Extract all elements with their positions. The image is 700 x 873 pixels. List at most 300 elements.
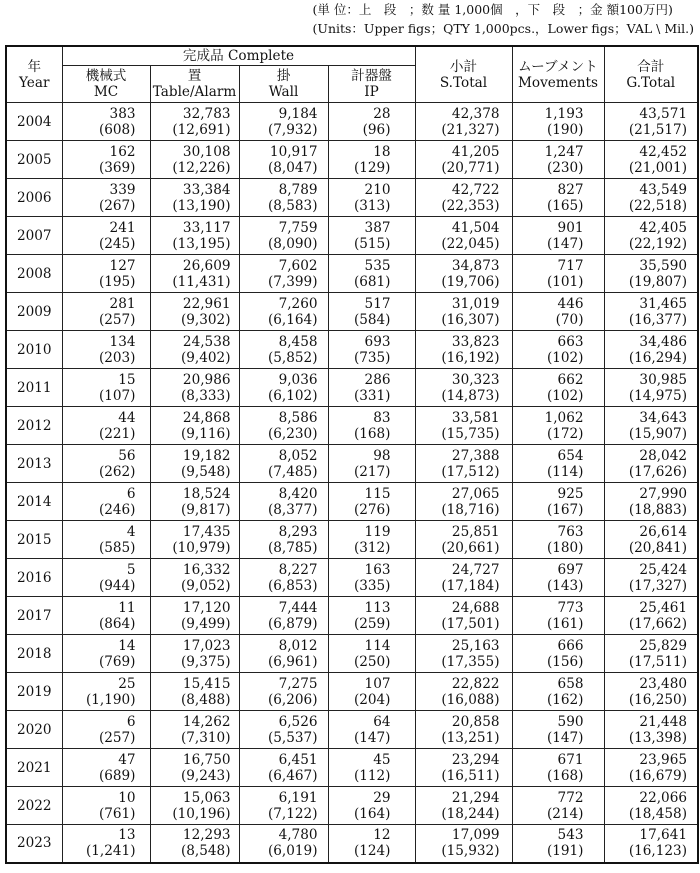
value-amount: (608): [98, 121, 136, 138]
value-quantity: 31,465: [639, 295, 687, 312]
table-row: [6, 179, 698, 217]
value-quantity: 33,823: [451, 333, 500, 350]
cell-mechanical: [62, 445, 150, 483]
value-quantity: 30,985: [639, 371, 687, 388]
value-quantity: 28,042: [639, 447, 687, 464]
value-amount: (143): [546, 577, 584, 594]
value-amount: (191): [546, 843, 584, 860]
cell-year: 2018: [6, 635, 62, 673]
value-amount: (19,706): [441, 273, 500, 290]
cell-wall: [239, 445, 328, 483]
value-quantity: 5: [126, 561, 136, 578]
cell-movements: [512, 483, 604, 521]
cell-grand-total: [604, 825, 698, 863]
cell-instrument-panel: [328, 445, 415, 483]
table-row: [6, 521, 698, 559]
cell-movements: [512, 787, 604, 825]
value-amount: (8,047): [267, 159, 318, 176]
cell-instrument-panel: [328, 103, 415, 141]
table-row: [6, 141, 698, 179]
cell-wall: [239, 407, 328, 445]
value-amount: (221): [98, 425, 136, 442]
value-amount: (335): [353, 577, 391, 594]
value-quantity: 25,424: [639, 561, 687, 578]
value-amount: (9,052): [180, 577, 231, 594]
cell-instrument-panel: [328, 597, 415, 635]
value-quantity: 14: [118, 637, 136, 654]
value-quantity: 535: [364, 257, 391, 274]
cell-wall: [239, 635, 328, 673]
value-quantity: 6,526: [278, 713, 318, 730]
value-amount: (1,241): [85, 843, 136, 860]
value-quantity: 517: [364, 295, 391, 312]
value-quantity: 17,435: [182, 523, 231, 540]
value-amount: (6,879): [267, 615, 318, 632]
value-quantity: 773: [557, 599, 584, 616]
units-note-en: (Units：Upper figs；QTY 1,000pcs.，Lower figs；VAL \ Mil.): [312, 21, 694, 36]
header-table-alarm: 置 Table/Alarm: [150, 66, 239, 103]
value-quantity: 107: [364, 675, 391, 692]
value-quantity: 18: [373, 143, 391, 160]
value-amount: (313): [353, 197, 391, 214]
cell-year: 2016: [6, 559, 62, 597]
value-amount: (6,102): [267, 387, 318, 404]
value-quantity: 25,461: [639, 599, 687, 616]
value-amount: (114): [546, 463, 584, 480]
value-amount: (168): [546, 767, 584, 784]
value-amount: (129): [353, 159, 391, 176]
value-quantity: 23,965: [639, 751, 687, 768]
value-amount: (9,243): [180, 767, 231, 784]
cell-grand-total: [604, 407, 698, 445]
value-quantity: 21,448: [639, 713, 687, 730]
value-quantity: 30,108: [182, 143, 231, 160]
value-amount: (16,192): [441, 349, 500, 366]
value-quantity: 241: [109, 219, 136, 236]
cell-year: 2004: [6, 103, 62, 141]
value-quantity: 17,120: [182, 599, 231, 616]
value-quantity: 41,205: [451, 143, 500, 160]
value-amount: (102): [546, 387, 584, 404]
value-amount: (7,932): [267, 121, 318, 138]
cell-movements: [512, 597, 604, 635]
cell-grand-total: [604, 673, 698, 711]
cell-mechanical: [62, 787, 150, 825]
cell-mechanical: [62, 369, 150, 407]
value-amount: (761): [98, 805, 136, 822]
value-amount: (22,045): [441, 235, 500, 252]
cell-instrument-panel: [328, 293, 415, 331]
cell-grand-total: [604, 179, 698, 217]
value-quantity: 33,384: [182, 181, 231, 198]
cell-grand-total: [604, 597, 698, 635]
cell-subtotal: [415, 635, 512, 673]
value-quantity: 42,378: [451, 105, 500, 122]
value-quantity: 162: [109, 143, 136, 160]
value-quantity: 127: [109, 257, 136, 274]
value-quantity: 134: [109, 333, 136, 350]
cell-grand-total: [604, 369, 698, 407]
table-header: [6, 46, 698, 103]
value-amount: (8,488): [180, 691, 231, 708]
cell-grand-total: [604, 293, 698, 331]
header-grand-total: 合計 G.Total: [604, 46, 698, 103]
cell-movements: [512, 255, 604, 293]
cell-table-alarm: [150, 749, 239, 787]
cell-wall: [239, 179, 328, 217]
value-amount: (267): [98, 197, 136, 214]
value-quantity: 23,480: [639, 675, 687, 692]
value-quantity: 23,294: [451, 751, 500, 768]
cell-instrument-panel: [328, 559, 415, 597]
value-quantity: 12: [373, 827, 391, 844]
cell-subtotal: [415, 825, 512, 863]
value-amount: (17,355): [441, 653, 500, 670]
value-quantity: 662: [557, 371, 584, 388]
value-amount: (689): [98, 767, 136, 784]
value-amount: (7,399): [267, 273, 318, 290]
value-quantity: 925: [557, 485, 584, 502]
value-quantity: 25,163: [451, 637, 500, 654]
cell-grand-total: [604, 255, 698, 293]
cell-movements: [512, 825, 604, 863]
cell-wall: [239, 293, 328, 331]
value-quantity: 30,323: [451, 371, 500, 388]
cell-subtotal: [415, 217, 512, 255]
value-quantity: 41,504: [451, 219, 500, 236]
cell-subtotal: [415, 141, 512, 179]
table-row: [6, 597, 698, 635]
cell-wall: [239, 483, 328, 521]
value-quantity: 163: [364, 561, 391, 578]
value-quantity: 281: [109, 295, 136, 312]
cell-table-alarm: [150, 483, 239, 521]
value-amount: (22,518): [628, 197, 687, 214]
value-amount: (13,190): [172, 197, 231, 214]
cell-mechanical: [62, 179, 150, 217]
cell-movements: [512, 179, 604, 217]
value-quantity: 113: [364, 599, 391, 616]
cell-table-alarm: [150, 141, 239, 179]
cell-year: 2017: [6, 597, 62, 635]
value-quantity: 901: [557, 219, 584, 236]
table-row: [6, 635, 698, 673]
value-amount: (8,333): [180, 387, 231, 404]
value-amount: (147): [546, 235, 584, 252]
value-quantity: 8,012: [278, 637, 318, 654]
cell-table-alarm: [150, 597, 239, 635]
value-amount: (101): [546, 273, 584, 290]
value-quantity: 28: [373, 105, 391, 122]
cell-grand-total: [604, 483, 698, 521]
value-quantity: 1,247: [544, 143, 584, 160]
value-quantity: 47: [118, 751, 136, 768]
value-amount: (16,088): [441, 691, 500, 708]
cell-table-alarm: [150, 711, 239, 749]
value-quantity: 98: [373, 447, 391, 464]
table-row: [6, 825, 698, 863]
value-quantity: 6: [126, 485, 136, 502]
value-quantity: 827: [557, 181, 584, 198]
value-quantity: 7,602: [278, 257, 318, 274]
value-amount: (217): [353, 463, 391, 480]
value-amount: (1,190): [85, 691, 136, 708]
cell-movements: [512, 293, 604, 331]
value-amount: (20,661): [441, 539, 500, 556]
cell-year: 2014: [6, 483, 62, 521]
cell-table-alarm: [150, 787, 239, 825]
value-amount: (8,583): [267, 197, 318, 214]
cell-year: 2020: [6, 711, 62, 749]
cell-subtotal: [415, 559, 512, 597]
clock-statistics-table: [5, 45, 699, 864]
cell-instrument-panel: [328, 255, 415, 293]
value-amount: (7,122): [267, 805, 318, 822]
value-amount: (167): [546, 501, 584, 518]
value-amount: (257): [98, 729, 136, 746]
units-note-ja: (単 位：上 段 ；数 量 1,000個 ，下 段 ；金 額100万円): [312, 2, 673, 17]
value-quantity: 83: [373, 409, 391, 426]
cell-year: 2019: [6, 673, 62, 711]
table-row: [6, 103, 698, 141]
cell-wall: [239, 331, 328, 369]
value-amount: (257): [98, 311, 136, 328]
cell-year: 2015: [6, 521, 62, 559]
value-amount: (124): [353, 843, 391, 860]
cell-grand-total: [604, 787, 698, 825]
value-amount: (5,852): [267, 349, 318, 366]
value-amount: (10,196): [172, 805, 231, 822]
value-quantity: 42,405: [639, 219, 687, 236]
value-quantity: 8,586: [278, 409, 318, 426]
value-quantity: 24,538: [182, 333, 231, 350]
cell-wall: [239, 673, 328, 711]
value-quantity: 34,486: [639, 333, 687, 350]
value-amount: (16,679): [628, 767, 687, 784]
table-body: [6, 103, 698, 863]
value-amount: (369): [98, 159, 136, 176]
value-amount: (6,230): [267, 425, 318, 442]
value-quantity: 44: [118, 409, 136, 426]
value-amount: (515): [353, 235, 391, 252]
value-quantity: 8,458: [278, 333, 318, 350]
cell-instrument-panel: [328, 217, 415, 255]
cell-grand-total: [604, 711, 698, 749]
header-wall: 掛 Wall: [239, 66, 328, 103]
table-row: [6, 217, 698, 255]
value-amount: (12,226): [172, 159, 231, 176]
cell-mechanical: [62, 825, 150, 863]
value-amount: (7,310): [180, 729, 231, 746]
cell-instrument-panel: [328, 483, 415, 521]
value-quantity: 383: [109, 105, 136, 122]
value-amount: (14,975): [628, 387, 687, 404]
value-quantity: 15,063: [182, 789, 231, 806]
value-amount: (18,716): [441, 501, 500, 518]
cell-table-alarm: [150, 825, 239, 863]
value-amount: (259): [353, 615, 391, 632]
cell-mechanical: [62, 217, 150, 255]
cell-instrument-panel: [328, 331, 415, 369]
cell-mechanical: [62, 293, 150, 331]
cell-mechanical: [62, 407, 150, 445]
value-amount: (16,307): [441, 311, 500, 328]
value-amount: (13,251): [441, 729, 500, 746]
value-quantity: 658: [557, 675, 584, 692]
value-amount: (16,377): [628, 311, 687, 328]
cell-year: 2006: [6, 179, 62, 217]
cell-grand-total: [604, 749, 698, 787]
cell-subtotal: [415, 483, 512, 521]
cell-grand-total: [604, 103, 698, 141]
value-quantity: 22,822: [451, 675, 500, 692]
value-amount: (262): [98, 463, 136, 480]
cell-wall: [239, 559, 328, 597]
value-quantity: 671: [557, 751, 584, 768]
cell-wall: [239, 825, 328, 863]
cell-wall: [239, 103, 328, 141]
value-quantity: 27,065: [451, 485, 500, 502]
value-amount: (112): [353, 767, 391, 784]
value-amount: (6,019): [267, 843, 318, 860]
cell-subtotal: [415, 711, 512, 749]
value-amount: (17,501): [441, 615, 500, 632]
cell-year: 2013: [6, 445, 62, 483]
cell-year: 2022: [6, 787, 62, 825]
cell-grand-total: [604, 559, 698, 597]
cell-mechanical: [62, 521, 150, 559]
header-subtotal: 小計 S.Total: [415, 46, 512, 103]
value-quantity: 12,293: [182, 827, 231, 844]
cell-wall: [239, 749, 328, 787]
header-year: 年 Year: [6, 46, 62, 103]
cell-instrument-panel: [328, 673, 415, 711]
cell-mechanical: [62, 483, 150, 521]
value-quantity: 1,193: [544, 105, 584, 122]
value-amount: (8,785): [267, 539, 318, 556]
cell-year: 2010: [6, 331, 62, 369]
cell-instrument-panel: [328, 711, 415, 749]
cell-movements: [512, 521, 604, 559]
cell-movements: [512, 445, 604, 483]
value-quantity: 29: [373, 789, 391, 806]
value-quantity: 663: [557, 333, 584, 350]
cell-instrument-panel: [328, 635, 415, 673]
value-amount: (70): [555, 311, 584, 328]
value-amount: (681): [353, 273, 391, 290]
value-amount: (6,961): [267, 653, 318, 670]
table-row: [6, 293, 698, 331]
cell-subtotal: [415, 597, 512, 635]
value-amount: (19,807): [628, 273, 687, 290]
value-amount: (9,116): [180, 425, 231, 442]
value-quantity: 32,783: [182, 105, 231, 122]
value-quantity: 446: [557, 295, 584, 312]
cell-table-alarm: [150, 179, 239, 217]
value-amount: (21,327): [441, 121, 500, 138]
table-row: [6, 787, 698, 825]
value-quantity: 7,759: [278, 219, 318, 236]
value-quantity: 114: [364, 637, 391, 654]
value-quantity: 17,641: [639, 827, 687, 844]
value-amount: (230): [546, 159, 584, 176]
value-amount: (147): [353, 729, 391, 746]
cell-year: 2021: [6, 749, 62, 787]
value-amount: (246): [98, 501, 136, 518]
value-quantity: 27,990: [639, 485, 687, 502]
value-amount: (14,873): [441, 387, 500, 404]
value-amount: (8,090): [267, 235, 318, 252]
cell-movements: [512, 749, 604, 787]
value-amount: (20,771): [441, 159, 500, 176]
value-quantity: 26,614: [639, 523, 687, 540]
value-quantity: 22,066: [639, 789, 687, 806]
value-quantity: 763: [557, 523, 584, 540]
cell-subtotal: [415, 445, 512, 483]
value-amount: (7,485): [267, 463, 318, 480]
value-amount: (6,853): [267, 577, 318, 594]
value-quantity: 33,581: [451, 409, 500, 426]
cell-table-alarm: [150, 559, 239, 597]
value-amount: (168): [353, 425, 391, 442]
value-quantity: 35,590: [639, 257, 687, 274]
table-row: [6, 749, 698, 787]
value-amount: (161): [546, 615, 584, 632]
cell-instrument-panel: [328, 787, 415, 825]
table-row: [6, 483, 698, 521]
value-amount: (180): [546, 539, 584, 556]
cell-wall: [239, 521, 328, 559]
value-amount: (16,511): [441, 767, 500, 784]
value-amount: (21,001): [628, 159, 687, 176]
cell-mechanical: [62, 673, 150, 711]
value-amount: (165): [546, 197, 584, 214]
value-amount: (172): [546, 425, 584, 442]
cell-instrument-panel: [328, 179, 415, 217]
value-amount: (156): [546, 653, 584, 670]
value-quantity: 14,262: [182, 713, 231, 730]
value-amount: (769): [98, 653, 136, 670]
value-amount: (276): [353, 501, 391, 518]
cell-mechanical: [62, 635, 150, 673]
value-amount: (16,123): [628, 843, 687, 860]
cell-wall: [239, 369, 328, 407]
value-quantity: 666: [557, 637, 584, 654]
value-amount: (10,979): [172, 539, 231, 556]
value-quantity: 43,549: [639, 181, 687, 198]
value-amount: (585): [98, 539, 136, 556]
value-quantity: 11: [118, 599, 136, 616]
value-quantity: 654: [557, 447, 584, 464]
value-quantity: 8,227: [278, 561, 318, 578]
value-amount: (9,402): [180, 349, 231, 366]
header-complete: 完成品 Complete: [62, 46, 415, 66]
cell-mechanical: [62, 559, 150, 597]
cell-movements: [512, 103, 604, 141]
value-amount: (17,626): [628, 463, 687, 480]
value-quantity: 20,858: [451, 713, 500, 730]
value-quantity: 1,062: [544, 409, 584, 426]
value-amount: (18,458): [628, 805, 687, 822]
header-mechanical: 機械式 MC: [62, 66, 150, 103]
cell-instrument-panel: [328, 521, 415, 559]
value-quantity: 7,275: [278, 675, 318, 692]
value-quantity: 34,873: [451, 257, 500, 274]
cell-subtotal: [415, 103, 512, 141]
value-quantity: 31,019: [451, 295, 500, 312]
value-amount: (6,467): [267, 767, 318, 784]
value-quantity: 42,452: [639, 143, 687, 160]
